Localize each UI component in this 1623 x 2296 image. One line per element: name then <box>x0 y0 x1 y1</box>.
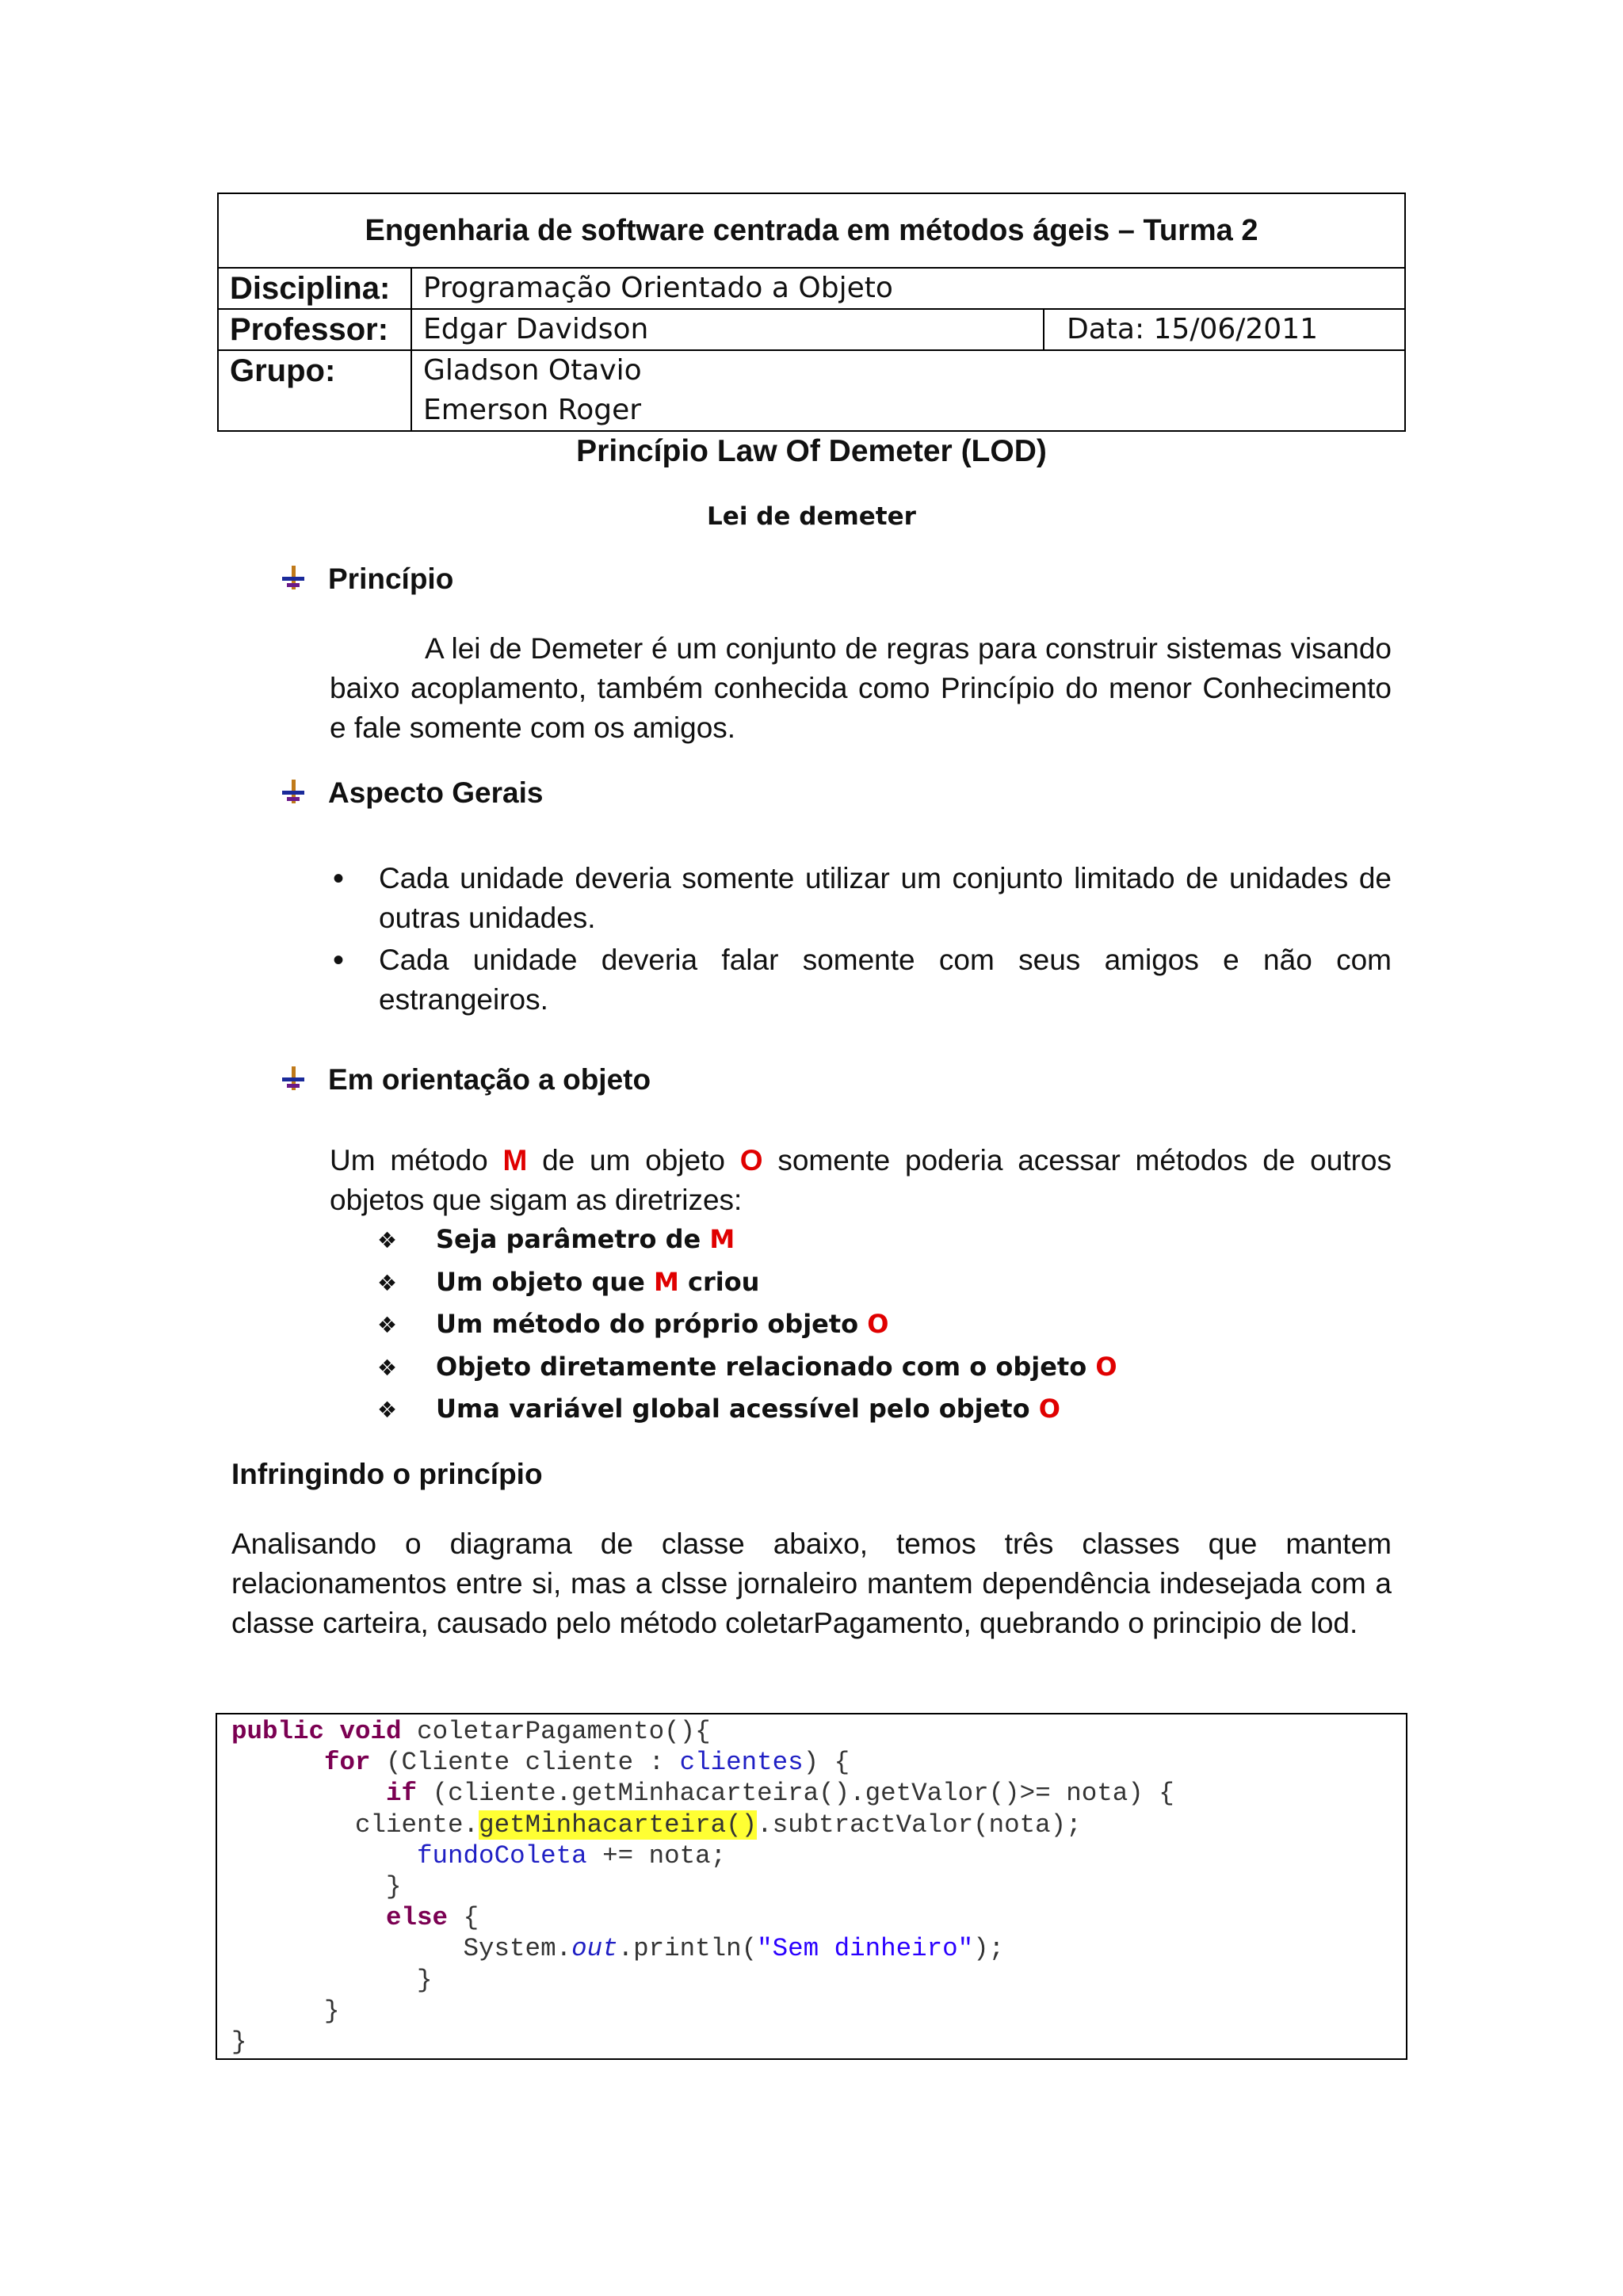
section-heading-principle <box>282 563 453 596</box>
principle-paragraph: A lei de Demeter é um conjunto de regras para construir sistemas visando baixo acoplamento, também conhecida como Princípio do menor Conhecimento e fale somente com os amigos. <box>330 632 1392 744</box>
rule-marker: M <box>709 1224 735 1254</box>
code-token: fundoColeta <box>417 1840 587 1871</box>
rule-item <box>377 1388 1117 1431</box>
code-token: ) { <box>803 1748 850 1778</box>
section-heading-text: Princípio <box>328 563 454 595</box>
rule-item <box>377 1219 1117 1261</box>
discipline-value: Programação Orientado a Objeto <box>411 268 1405 309</box>
code-token: } <box>231 1872 402 1902</box>
code-token: "Sem dinheiro" <box>757 1934 974 1964</box>
code-token <box>231 1903 386 1932</box>
code-token: { <box>448 1903 479 1933</box>
rule-item <box>377 1346 1117 1389</box>
code-token: } <box>231 1996 340 2026</box>
rule-tail: criou <box>678 1266 760 1297</box>
code-token: (Cliente cliente : <box>370 1748 680 1778</box>
intro-text: Um método <box>330 1144 503 1177</box>
discipline-label: Disciplina: <box>218 268 411 309</box>
code-token: clientes <box>679 1748 804 1778</box>
code-token: .subtractValor(nota); <box>757 1810 1082 1840</box>
code-token: for <box>324 1748 371 1778</box>
arrow-bullet-icon <box>282 566 304 589</box>
professor-value: Edgar Davidson <box>411 309 1044 350</box>
method-marker: M <box>502 1144 528 1177</box>
code-token <box>231 1748 324 1777</box>
oo-intro-paragraph <box>330 1141 1392 1220</box>
rule-item <box>377 1261 1117 1304</box>
section-heading-general <box>282 776 543 810</box>
violation-paragraph: Analisando o diagrama de classe abaixo, temos três classes que mantem relacionamentos entre si, mas a clsse jornaleiro mantem dependência indesejada com a classe carteira, causado pelo método coletarPagamento, quebrando o principio de lod. <box>231 1527 1392 1639</box>
code-token <box>231 1841 417 1871</box>
intro-text: somente poderia acessar métodos de outros objetos que sigam as diretrizes: <box>330 1144 1392 1216</box>
rule-item <box>377 1303 1117 1346</box>
section-heading-text: Em orientação a objeto <box>328 1063 651 1096</box>
document-title: Princípio Law Of Demeter (LOD) <box>576 434 1047 468</box>
rule-text: Uma variável global acessível pelo objeto <box>436 1394 1039 1424</box>
code-token: if <box>386 1779 418 1809</box>
rule-marker: O <box>867 1309 889 1339</box>
bullet-item: • Cada unidade deveria somente utilizar um conjunto limitado de unidades de outras unidades. <box>330 859 1392 938</box>
code-token: } <box>231 2027 247 2058</box>
diamond-bullet-icon: ❖ <box>377 1312 398 1338</box>
rule-marker: O <box>1038 1394 1060 1424</box>
code-token: ); <box>973 1934 1005 1964</box>
course-title: Engenharia de software centrada em métodos ágeis – Turma 2 <box>218 193 1405 268</box>
section-heading-text: Aspecto Gerais <box>328 776 544 809</box>
rule-text: Um objeto que <box>436 1266 654 1297</box>
arrow-bullet-icon <box>282 1066 304 1090</box>
arrow-bullet-icon <box>282 780 304 803</box>
professor-label: Professor: <box>218 309 411 350</box>
code-token: (cliente.getMinhacarteira().getValor()>= nota) { <box>417 1779 1174 1809</box>
header-table <box>217 193 1406 432</box>
document-subtitle: Lei de demeter <box>707 502 916 531</box>
code-token: } <box>231 1965 433 1995</box>
code-token: else <box>386 1903 449 1933</box>
code-token: coletarPagamento(){ <box>401 1717 711 1746</box>
group-label: Grupo: <box>218 350 411 431</box>
intro-text: de um objeto <box>527 1144 740 1177</box>
diamond-bullet-icon: ❖ <box>377 1269 398 1296</box>
rule-text: Um método do próprio objeto <box>436 1309 868 1339</box>
rule-marker: M <box>653 1266 679 1297</box>
diamond-bullet-icon: ❖ <box>377 1227 398 1253</box>
code-token: out <box>571 1934 618 1964</box>
code-token <box>324 1717 340 1746</box>
highlighted-call: getMinhacarteira() <box>479 1810 758 1840</box>
diamond-bullet-icon: ❖ <box>377 1397 398 1423</box>
code-token: public <box>231 1717 325 1746</box>
rule-text: Seja parâmetro de <box>436 1224 710 1254</box>
general-bullet-list <box>330 859 1392 1022</box>
section-heading-violation: Infringindo o princípio <box>231 1458 543 1490</box>
diamond-bullet-icon: ❖ <box>377 1354 398 1381</box>
code-token: += nota; <box>586 1840 727 1871</box>
group-member: Emerson Roger <box>423 394 642 426</box>
section-heading-oo <box>282 1063 651 1097</box>
group-members <box>411 350 1405 431</box>
rule-text: Objeto diretamente relacionado com o objeto <box>436 1351 1096 1382</box>
code-token: System. <box>231 1934 572 1964</box>
code-token: cliente. <box>231 1810 479 1840</box>
code-token <box>231 1779 386 1808</box>
code-token: void <box>339 1717 402 1746</box>
bullet-item: • Cada unidade deveria falar somente com seus amigos e não com estrangeiros. <box>330 940 1392 1020</box>
group-member: Gladson Otavio <box>423 354 642 387</box>
object-marker: O <box>739 1144 763 1177</box>
code-token: .println( <box>617 1934 758 1964</box>
date-value: Data: 15/06/2011 <box>1044 309 1405 350</box>
code-listing <box>231 1716 1174 2058</box>
rules-list <box>377 1219 1117 1431</box>
rule-marker: O <box>1095 1351 1117 1382</box>
